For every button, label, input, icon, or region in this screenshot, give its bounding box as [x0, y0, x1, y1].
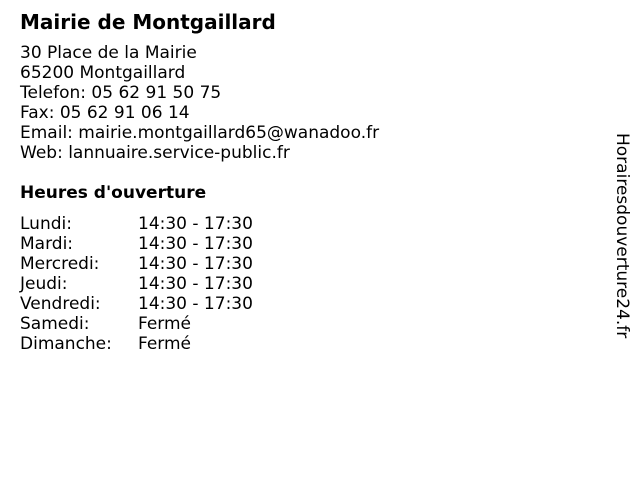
day-label: Vendredi:: [20, 294, 101, 314]
hours-value: 14:30 - 17:30: [138, 294, 253, 314]
address-street: 30 Place de la Mairie: [20, 43, 197, 63]
opening-hours-heading: Heures d'ouverture: [20, 183, 207, 203]
day-label: Dimanche:: [20, 334, 112, 354]
hours-row-saturday: [20, 314, 253, 334]
day-label: Mardi:: [20, 234, 74, 254]
hours-value: 14:30 - 17:30: [138, 234, 253, 254]
opening-hours-table: [20, 214, 253, 354]
hours-row-wednesday: [20, 254, 253, 274]
day-label: Jeudi:: [20, 274, 68, 294]
hours-value: Fermé: [138, 314, 192, 334]
hours-value: Fermé: [138, 334, 192, 354]
hours-value: 14:30 - 17:30: [138, 274, 253, 294]
hours-row-sunday: [20, 334, 253, 354]
phone-text: Telefon: 05 62 91 50 75: [20, 83, 222, 103]
contact-block: [20, 43, 580, 163]
hours-row-tuesday: [20, 234, 253, 254]
site-watermark: Horairesdouverture24.fr: [612, 133, 632, 339]
address-city: 65200 Montgaillard: [20, 63, 186, 83]
hours-value: 14:30 - 17:30: [138, 254, 253, 274]
day-label: Mercredi:: [20, 254, 100, 274]
day-label: Lundi:: [20, 214, 72, 234]
page-title: Mairie de Montgaillard: [20, 10, 276, 34]
listing-card: [20, 10, 580, 354]
email-text: Email: mairie.montgaillard65@wanadoo.fr: [20, 123, 380, 143]
day-label: Samedi:: [20, 314, 90, 334]
hours-row-monday: [20, 214, 253, 234]
hours-row-thursday: [20, 274, 253, 294]
web-text: Web: lannuaire.service-public.fr: [20, 143, 290, 163]
hours-row-friday: [20, 294, 253, 314]
fax-text: Fax: 05 62 91 06 14: [20, 103, 190, 123]
hours-value: 14:30 - 17:30: [138, 214, 253, 234]
